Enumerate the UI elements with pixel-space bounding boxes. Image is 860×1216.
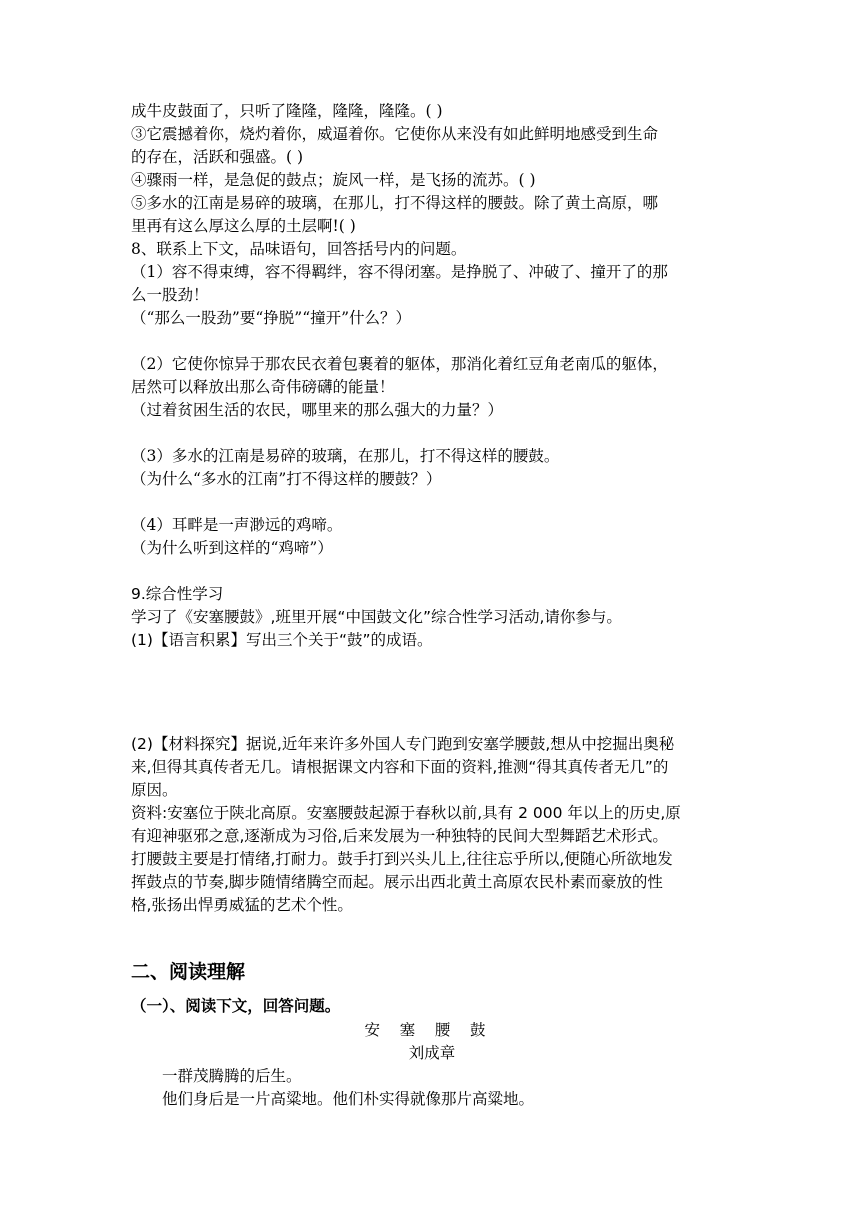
q8-item-2-text: （2）它使你惊异于那农民衣着包裹着的躯体，那消化着红豆角老南瓜的躯体， [131,355,668,373]
answer-space[interactable] [131,652,731,710]
q8-item-1-text: 么一股劲！ [131,286,209,304]
answer-space[interactable] [131,330,731,353]
material-text: 资料:安塞位于陕北高原。安塞腰鼓起源于春秋以前,具有 2 000 年以上的历史,原 [131,804,681,822]
q8-item-1-text: （1）容不得束缚，容不得羁绊，容不得闭塞。是挣脱了、冲破了、撞开了的那 [131,263,668,281]
question-9-part-2: 原因。 [131,781,178,799]
answer-space[interactable] [131,491,731,514]
question-9-part-2: (2)【材料探究】据说,近年来许多外国人专门跑到安塞学腰鼓,想从中挖掘出奥秘 [131,735,675,753]
article-author: 刘成章 [408,1044,456,1062]
article-paragraph: 一群茂腾腾的后生。 [162,1067,302,1085]
q8-item-3-question: （为什么“多水的江南”打不得这样的腰鼓？） [131,470,442,488]
q8-item-3-text: （3）多水的江南是易碎的玻璃，在那儿，打不得这样的腰鼓。 [131,447,560,465]
text-line: ③它震撼着你，烧灼着你，威逼着你。它使你从来没有如此鲜明地感受到生命 [131,125,659,143]
section-heading: 二、阅读理解 [131,961,246,983]
answer-space[interactable] [131,560,731,583]
q8-item-4-text: （4）耳畔是一声渺远的鸡啼。 [131,516,343,534]
text-line: 成牛皮鼓面了，只听了隆隆，隆隆，隆隆。( ) [131,102,443,120]
text-line: 里再有这么厚这么厚的土层啊!( ) [131,217,356,235]
section-reading [131,957,731,1111]
q8-item-1-question: （“那么一股劲”要“挣脱”“撞开”什么？） [131,309,412,327]
answer-space[interactable] [131,422,731,445]
article-paragraph: 他们身后是一片高粱地。他们朴实得就像那片高粱地。 [162,1090,535,1108]
question-9-part-2: 来,但得其真传者无几。请根据课文内容和下面的资料,推测“得其真传者无几”的 [131,758,669,776]
spacer [131,710,731,733]
question-9-title: 9.综合性学习 [131,585,224,603]
question-9-intro: 学习了《安塞腰鼓》,班里开展“中国鼓文化”综合性学习活动,请你参与。 [131,608,622,626]
text-line: 的存在，活跃和强盛。( ) [131,148,304,166]
previous-question-lines [131,100,731,238]
section-subheading: （一）、阅读下文，回答问题。 [131,997,341,1015]
material-text: 挥鼓点的节奏,脚步随情绪腾空而起。展示出西北黄土高原农民朴素而豪放的性 [131,873,663,891]
q8-item-2-question: （过着贫困生活的农民，哪里来的那么强大的力量？） [131,401,504,419]
question-8-title: 8、联系上下文，品味语句，回答括号内的问题。 [131,240,467,258]
document-page [131,100,731,1111]
text-line: ④骤雨一样，是急促的鼓点；旋风一样，是飞扬的流苏。( ) [131,171,536,189]
material-text: 打腰鼓主要是打情绪,打耐力。鼓手打到兴头儿上,往往忘乎所以,便随心所欲地发 [131,850,673,868]
material-text: 有迎神驱邪之意,逐渐成为习俗,后来发展为一种独特的民间大型舞蹈艺术形式。 [131,827,668,845]
q8-item-4-question: （为什么听到这样的“鸡啼”） [131,539,333,557]
text-line: ⑤多水的江南是易碎的玻璃，在那儿，打不得这样的腰鼓。除了黄土高原，哪 [131,194,659,212]
material-text: 格,张扬出悍勇威猛的艺术个性。 [131,896,353,914]
question-9 [131,583,731,917]
question-9-part-1: (1)【语言积累】写出三个关于“鼓”的成语。 [131,631,433,649]
question-8 [131,238,731,583]
q8-item-2-text: 居然可以释放出那么奇伟磅礴的能量！ [131,378,395,396]
article-title: 安 塞 腰 鼓 [364,1021,486,1039]
